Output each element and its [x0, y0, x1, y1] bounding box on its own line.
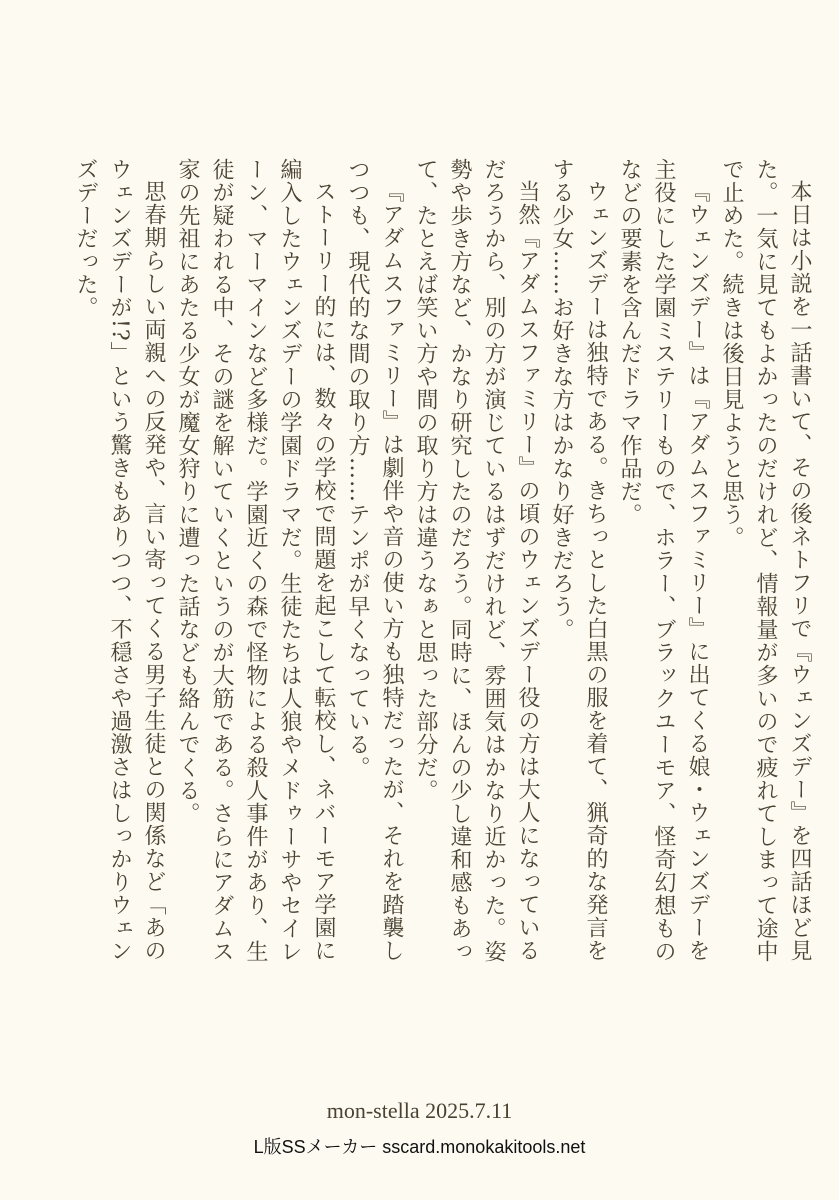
paragraph: 思春期らしい両親への反発や、言い寄ってくる男子生徒との関係など「あのウェンズデーが!?」という驚きもありつつ、不穏さや過激さはしっかりウェンズデーだった。 [73, 158, 166, 963]
paragraph: ストーリー的には、数々の学校で問題を起こして転校し、ネバーモア学園に編入したウェンズデーの学園ドラマだ。生徒たちは人狼やメドゥーサやセイレーン、マーマインなど多様だ。学園近くの森で怪物による殺人事件があり、生徒が疑われる中、その謎を解いていくというのが大筋である。さらにアダムス家の先祖にあたる少女が魔女狩りに遭った話なども絡んでくる。 [175, 158, 336, 963]
paragraph: 『ウェンズデー』は『アダムスファミリー』に出てくる娘・ウェンズデーを主役にした学園ミステリーもので、ホラー、ブラックユーモア、怪奇幻想ものなどの要素を含んだドラマ作品だ。 [617, 158, 710, 963]
author-date-signature: mon-stella 2025.7.11 [326, 1098, 513, 1123]
paragraph: 本日は小説を一話書いて、その後ネトフリで『ウェンズデー』を四話ほど見た。一気に見てもよかったのだけれど、情報量が多いので疲れてしまって途中で止めた。続きは後日見ようと思う。 [719, 158, 812, 963]
generator-credit: L版SSメーカー sscard.monokakitools.net [253, 1137, 586, 1157]
paragraph: 『アダムスファミリー』は劇伴や音の使い方も独特だったが、それを踏襲しつつも、現代的な間の取り方……テンポが早くなっている。 [345, 158, 404, 962]
vertical-body-text [26, 158, 816, 980]
paragraph: 当然『アダムスファミリー』の頃のウェンズデー役の方は大人になっているだろうから、別の方が演じているはずだけれど、雰囲気はかなり近かった。姿勢や歩き方など、かなり研究したのだろう。同時に、ほんの少し違和感もあって、たとえば笑い方や間の取り方は違うなぁと思った部分だ。 [413, 158, 540, 963]
paragraph: ウェンズデーは独特である。きちっとした白黒の服を着て、猟奇的な発言をする少女……お好きな方はかなり好きだろう。 [549, 158, 608, 962]
